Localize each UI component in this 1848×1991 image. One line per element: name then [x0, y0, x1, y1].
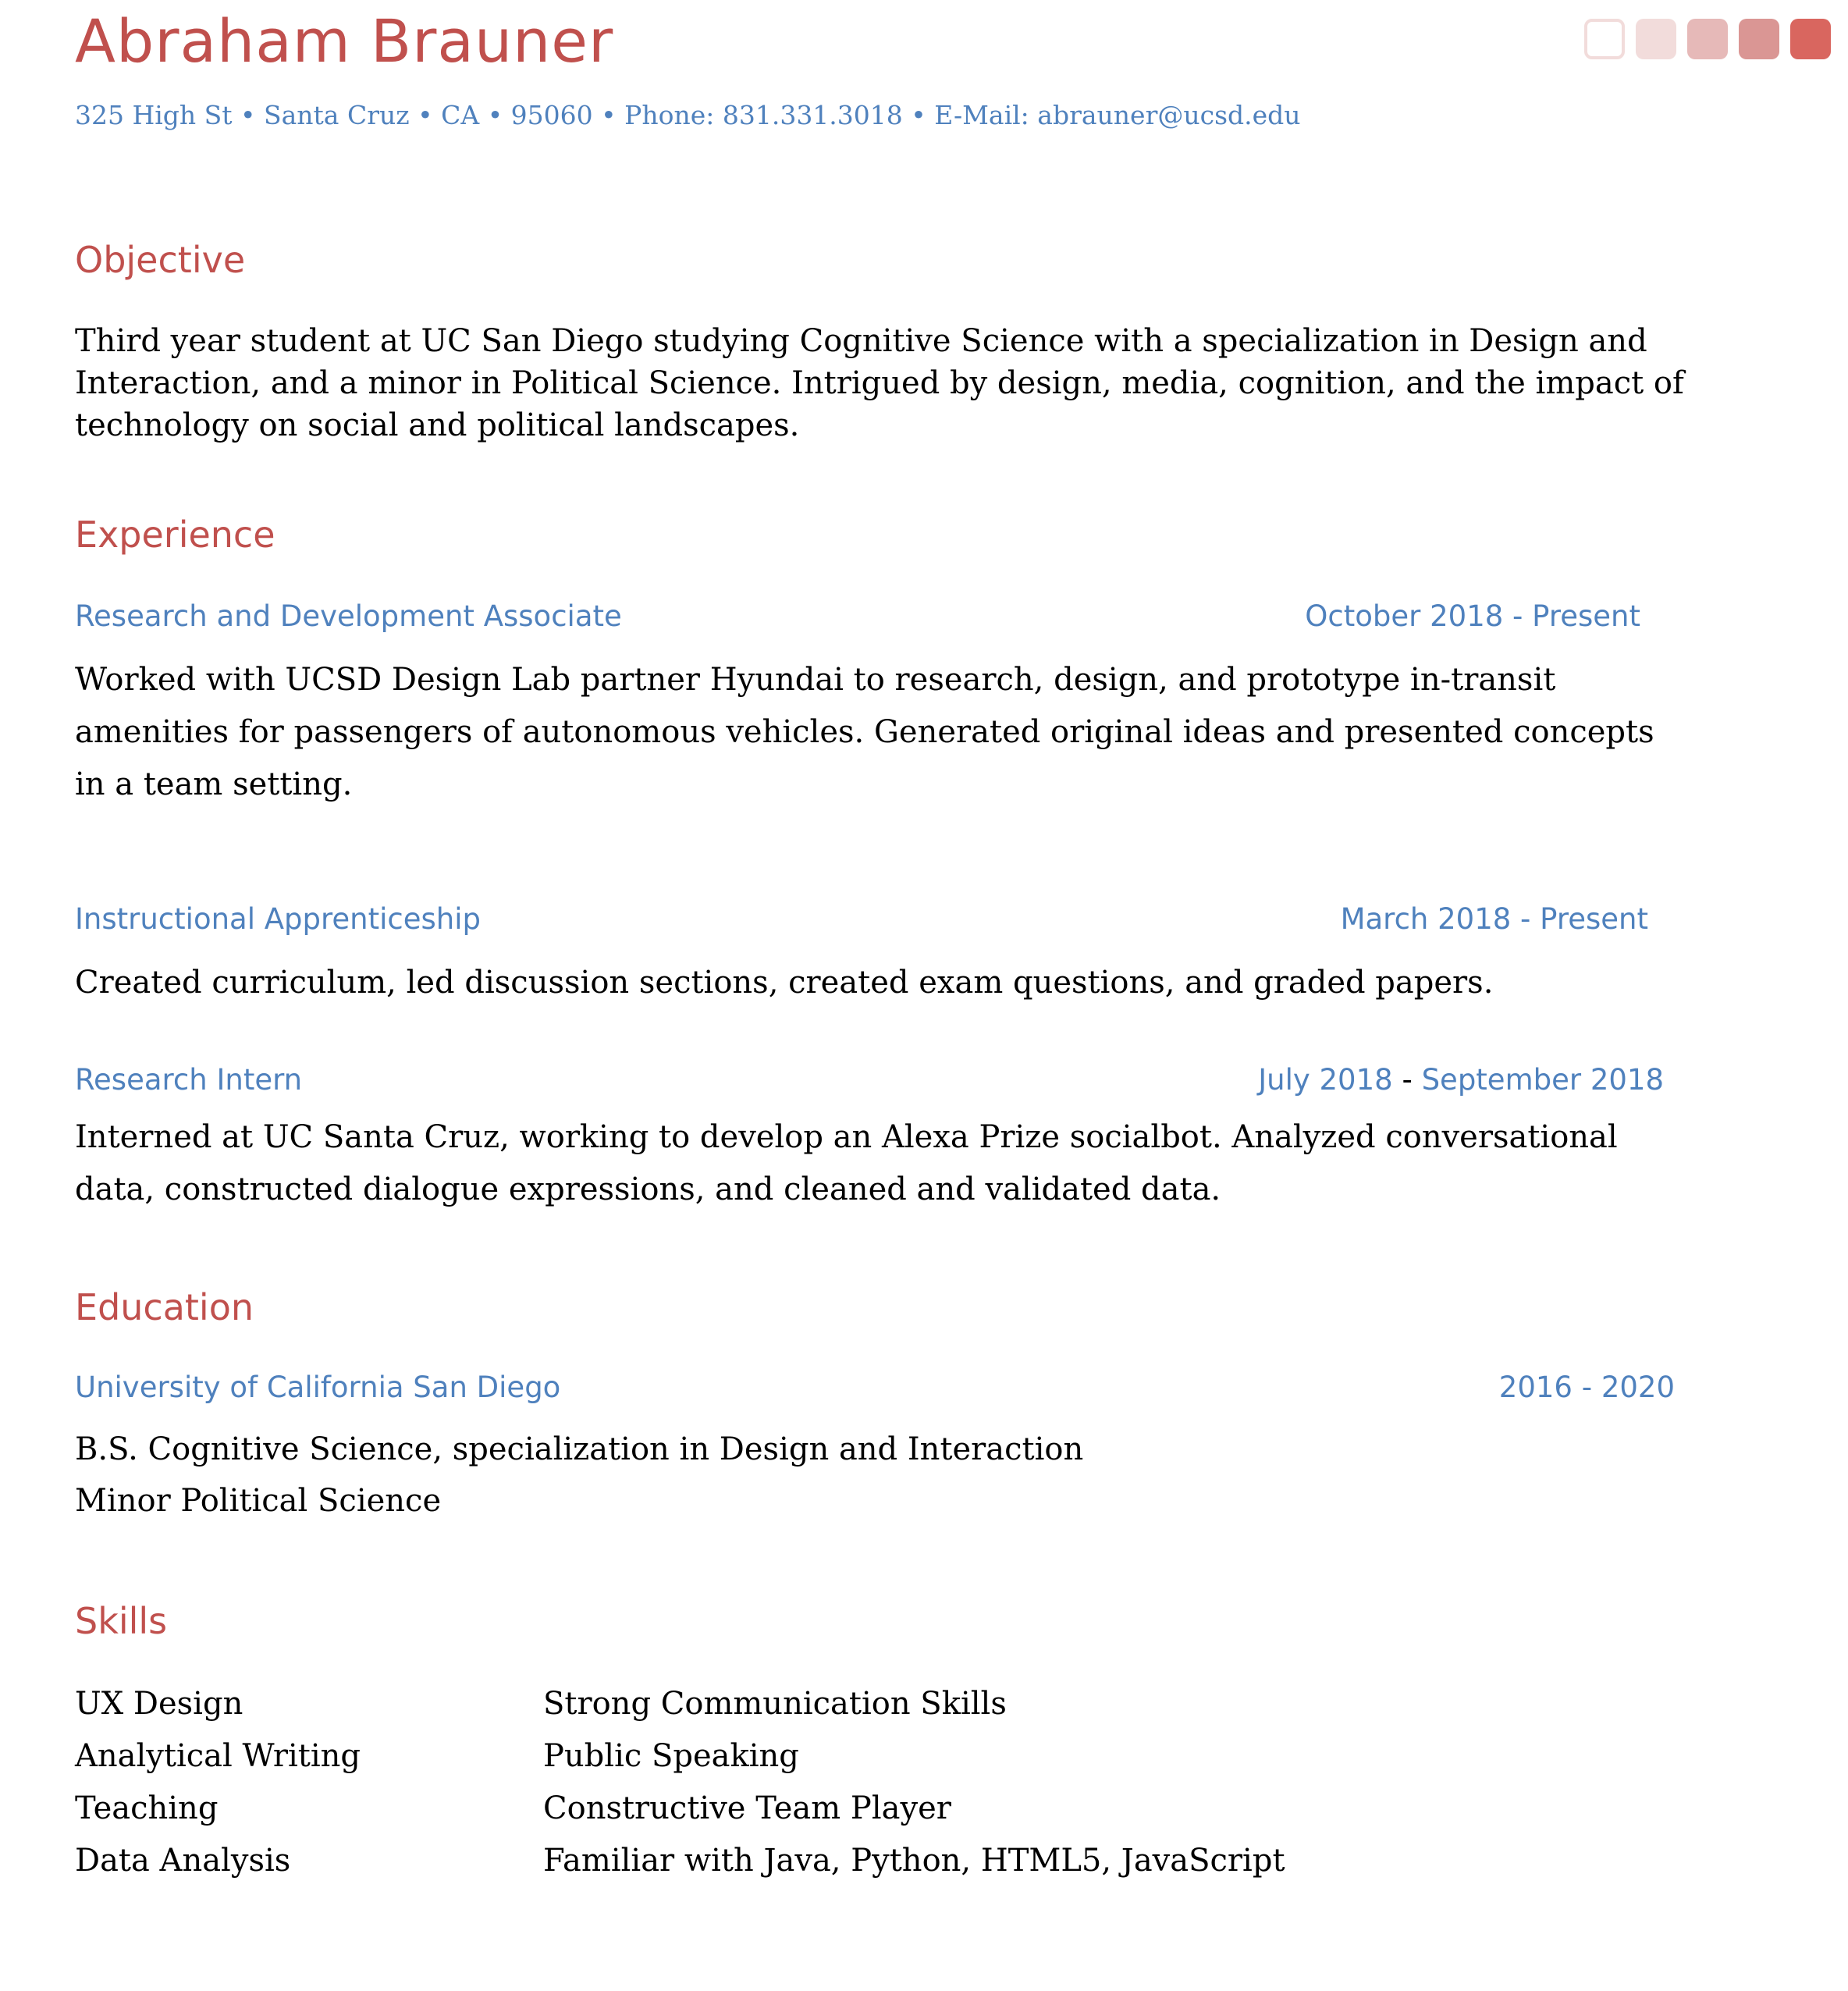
education-heading: Education	[75, 1286, 254, 1328]
swatch-3	[1687, 19, 1728, 59]
bullet-separator: •	[601, 100, 617, 130]
skill-item: Teaching	[75, 1790, 219, 1826]
swatch-1	[1584, 19, 1625, 59]
minor-text: Minor Political Science	[75, 1483, 442, 1519]
job-date: October 2018 - Present	[1305, 599, 1640, 633]
job-date-start: July 2018	[1258, 1063, 1393, 1097]
contact-line	[75, 100, 1301, 130]
contact-city: Santa Cruz	[264, 100, 410, 130]
job-date-end: September 2018	[1421, 1063, 1664, 1097]
skill-item: Analytical Writing	[75, 1738, 361, 1774]
skill-item: Familiar with Java, Python, HTML5, JavaScript	[543, 1843, 1285, 1879]
contact-state: CA	[441, 100, 480, 130]
swatch-5	[1790, 19, 1831, 59]
skill-item: Public Speaking	[543, 1738, 799, 1774]
skill-item: Strong Communication Skills	[543, 1686, 1007, 1722]
job-description: Created curriculum, led discussion sections, created exam questions, and graded papers.	[75, 965, 1494, 1001]
bullet-separator: •	[487, 100, 503, 130]
job-title: Research and Development Associate	[75, 599, 622, 633]
swatch-4	[1739, 19, 1779, 59]
job-title: Research Intern	[75, 1063, 303, 1097]
bullet-separator: •	[418, 100, 433, 130]
school-name: University of California San Diego	[75, 1371, 561, 1404]
contact-email: E-Mail: abrauner@ucsd.edu	[934, 100, 1301, 130]
skills-heading: Skills	[75, 1600, 168, 1642]
job-date	[1258, 1063, 1664, 1097]
contact-street: 325 High St	[75, 100, 233, 130]
job-description: Interned at UC Santa Cruz, working to develop an Alexa Prize socialbot. Analyzed conversational data, constructed dialogue expressions, and cleaned and validated data.	[75, 1119, 1618, 1207]
bullet-separator: •	[240, 100, 256, 130]
skill-item: UX Design	[75, 1686, 243, 1722]
job-description: Worked with UCSD Design Lab partner Hyundai to research, design, and prototype in-transit amenities for passengers of autonomous vehicles. Generated original ideas and presented concepts in a team setting.	[75, 662, 1654, 802]
skill-item: Constructive Team Player	[543, 1790, 951, 1826]
degree-text: B.S. Cognitive Science, specialization in Design and Interaction	[75, 1431, 1084, 1467]
job-date: March 2018 - Present	[1340, 902, 1648, 936]
bullet-separator: •	[911, 100, 926, 130]
job-date-dash: -	[1402, 1063, 1413, 1097]
experience-heading: Experience	[75, 514, 275, 556]
contact-zip: 95060	[510, 100, 593, 130]
swatch-2	[1636, 19, 1676, 59]
education-years: 2016 - 2020	[1498, 1371, 1675, 1404]
contact-phone: Phone: 831.331.3018	[624, 100, 903, 130]
objective-heading: Objective	[75, 239, 246, 281]
objective-text: Third year student at UC San Diego studying Cognitive Science with a specialization in Design and Interaction, and a minor in Political Science. Intrigued by design, media, cognition, and the impact of technology on social and political landscapes.	[75, 323, 1684, 443]
job-title: Instructional Apprenticeship	[75, 902, 482, 936]
resume-name: Abraham Brauner	[75, 6, 614, 76]
skill-item: Data Analysis	[75, 1843, 291, 1879]
